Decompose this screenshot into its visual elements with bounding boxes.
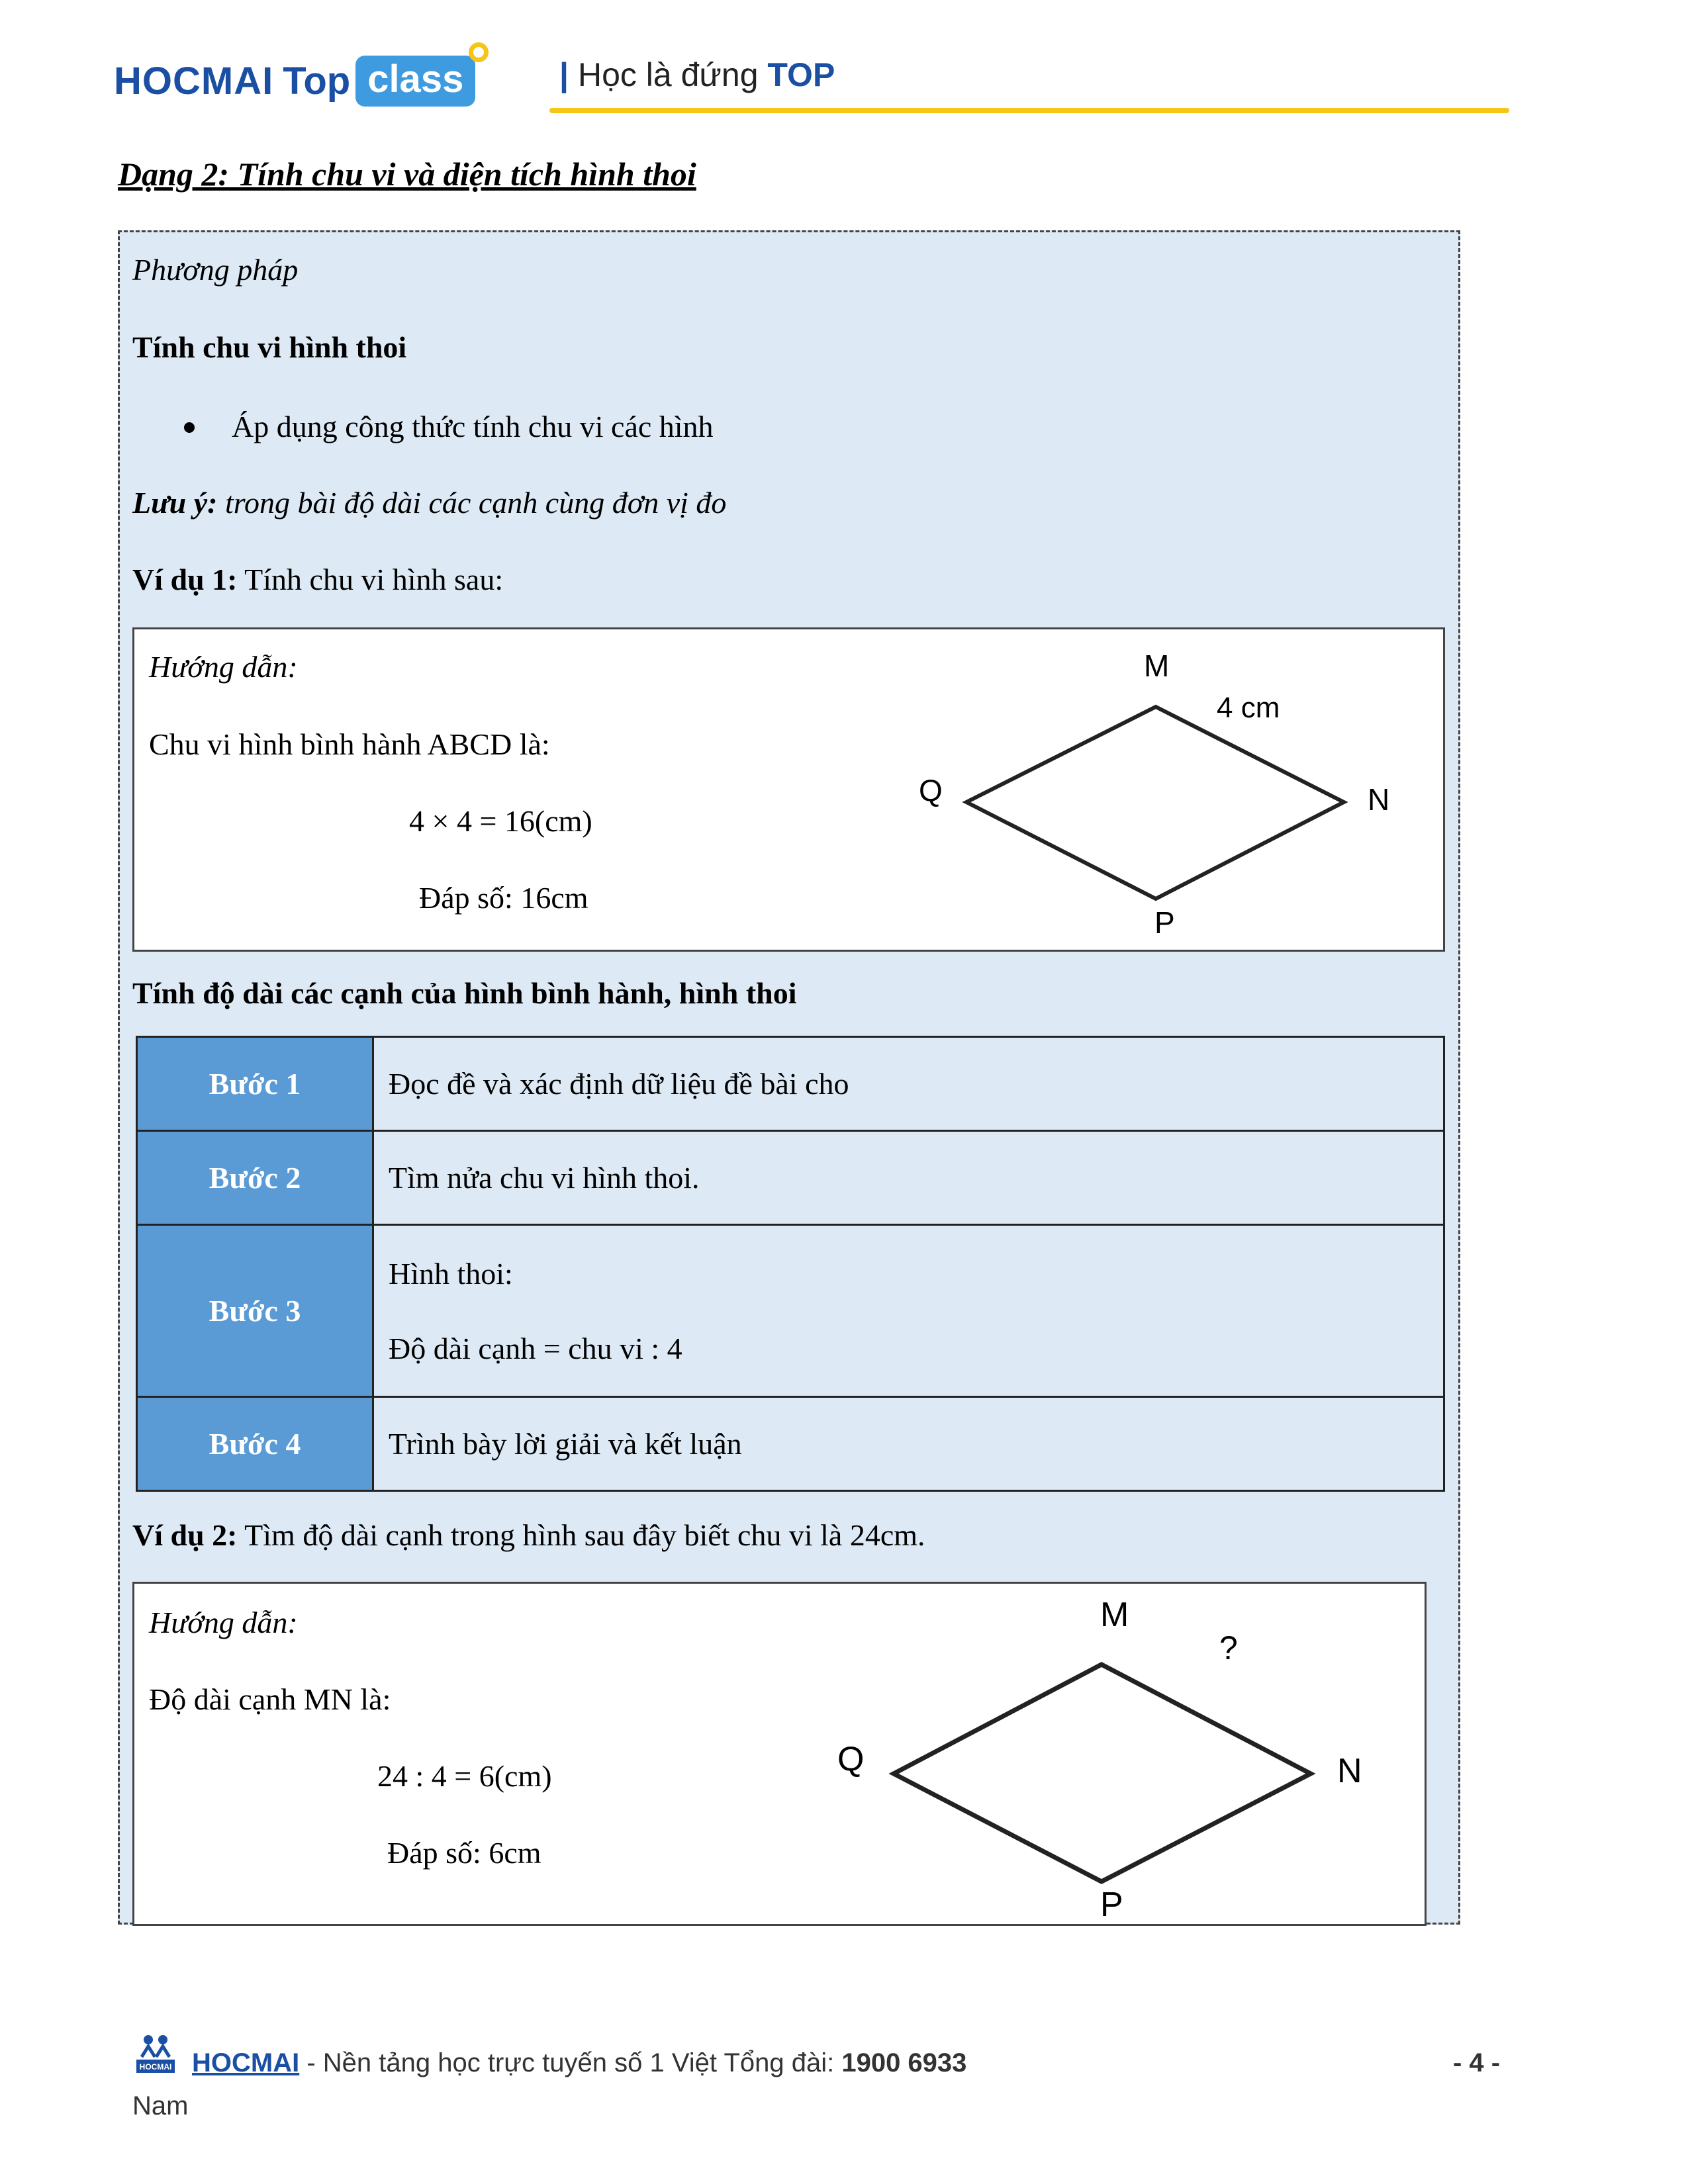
- example1-answer: Đáp số: 16cm: [419, 881, 588, 915]
- hocmai-topclass-logo: [114, 48, 475, 114]
- perimeter-bullet: Áp dụng công thức tính chu vi các hình: [232, 410, 714, 443]
- logo-hocmai-text: HOCMAI: [114, 59, 274, 103]
- step-label: Bước 3: [137, 1225, 373, 1397]
- footer-text: [192, 2048, 966, 2078]
- example2-intro: [132, 1517, 925, 1554]
- slogan: [559, 56, 835, 94]
- footer-hotline-label: Tổng đài:: [717, 2048, 835, 2077]
- step-text: Tìm nửa chu vi hình thoi.: [373, 1131, 1444, 1225]
- page-number: - 4 -: [1453, 2048, 1501, 2077]
- example1-label: Ví dụ 1:: [132, 563, 238, 596]
- example1-guide-label: Hướng dẫn:: [149, 650, 298, 684]
- vertex-m-label: M: [1100, 1596, 1129, 1634]
- rhombus-figure-2: [814, 1585, 1423, 1923]
- section-title: Dạng 2: Tính chu vi và diện tích hình thoi: [118, 156, 696, 193]
- note-text: trong bài độ dài các cạnh cùng đơn vị đo: [224, 486, 727, 520]
- footer-hotline: 1900 6933: [834, 2048, 967, 2077]
- example1-intro: [132, 561, 503, 598]
- example1-text: Tính chu vi hình sau:: [244, 563, 504, 596]
- rhombus-mnpq-2: [894, 1664, 1311, 1882]
- footer-brand[interactable]: HOCMAI: [192, 2048, 300, 2077]
- example1-line1: Chu vi hình bình hành ABCD là:: [149, 727, 550, 761]
- logo-class-text: class: [367, 57, 464, 101]
- table-row: [137, 1037, 1444, 1131]
- step-text: Trình bày lời giải và kết luận: [373, 1397, 1444, 1491]
- slogan-top: TOP: [767, 56, 835, 93]
- example1-calc: 4 × 4 = 16(cm): [409, 804, 592, 838]
- table-row: [137, 1397, 1444, 1491]
- logo-class-badge: [355, 56, 475, 107]
- hocmai-footer-icon: [132, 2032, 179, 2077]
- vertex-n-label: N: [1337, 1752, 1362, 1790]
- header-underline: [549, 108, 1509, 113]
- example2-label: Ví dụ 2:: [132, 1518, 238, 1552]
- step-label: Bước 1: [137, 1037, 373, 1131]
- gear-icon: [469, 42, 489, 62]
- rhombus-figure-1: [894, 635, 1436, 940]
- example2-guide-label: Hướng dẫn:: [149, 1606, 298, 1639]
- rhombus-mnpq-1: [966, 707, 1344, 899]
- step-text: Đọc đề và xác định dữ liệu đề bài cho: [373, 1037, 1444, 1131]
- step-text: [373, 1225, 1444, 1397]
- vertex-p-label: P: [1100, 1886, 1123, 1923]
- example2-text: Tìm độ dài cạnh trong hình sau đây biết chu vi là 24cm.: [244, 1518, 925, 1552]
- steps-table: [136, 1036, 1445, 1492]
- step-label: Bước 4: [137, 1397, 373, 1491]
- unknown-side-label: ?: [1219, 1629, 1238, 1666]
- method-label: Phương pháp: [132, 253, 299, 287]
- table-row: [137, 1131, 1444, 1225]
- perimeter-heading: Tính chu vi hình thoi: [132, 330, 407, 364]
- step3-line1: Hình thoi:: [389, 1256, 513, 1291]
- table-row: [137, 1225, 1444, 1397]
- step-label: Bước 2: [137, 1131, 373, 1225]
- vertex-p-label: P: [1154, 905, 1175, 940]
- vertex-q-label: Q: [919, 773, 943, 807]
- vertex-q-label: Q: [837, 1740, 865, 1778]
- example2-answer: Đáp số: 6cm: [387, 1836, 541, 1870]
- footer-tagline: - Nền tảng học trực tuyến số 1 Việt: [299, 2048, 718, 2077]
- example2-calc: 24 : 4 = 6(cm): [377, 1759, 552, 1793]
- vertex-n-label: N: [1368, 782, 1390, 817]
- side-length-label: 4 cm: [1217, 692, 1280, 724]
- note-label: Lưu ý:: [132, 486, 218, 520]
- note: [132, 484, 726, 522]
- bullet-icon: [184, 422, 195, 433]
- slogan-divider: |: [559, 56, 569, 93]
- example2-line1: Độ dài cạnh MN là:: [149, 1682, 391, 1716]
- footer-tail: Nam: [132, 2091, 189, 2120]
- steps-heading: Tính độ dài các cạnh của hình bình hành, hình thoi: [132, 976, 797, 1010]
- footer-icon-text: HOCMAI: [139, 2062, 172, 2071]
- step3-line2: Độ dài cạnh = chu vi : 4: [389, 1331, 682, 1365]
- logo-top-text: Top: [283, 59, 351, 103]
- slogan-text: Học là đứng: [578, 56, 759, 93]
- vertex-m-label: M: [1144, 649, 1170, 683]
